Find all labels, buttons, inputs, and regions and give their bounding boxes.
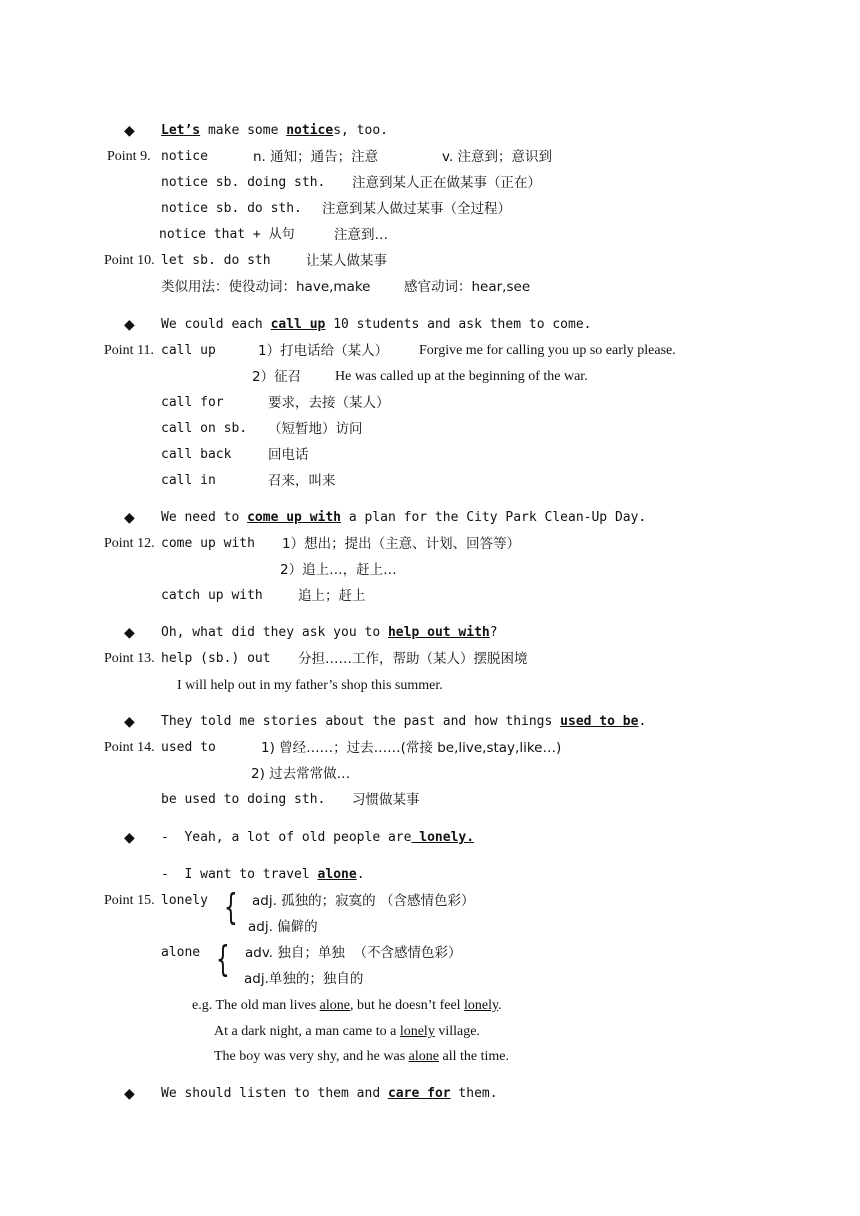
vocab-term: call for — [161, 395, 224, 410]
example-sentence: He was called up at the beginning of the war. — [335, 369, 588, 384]
example-sentence: At a dark night, a man came to a lonely village. — [214, 1024, 480, 1039]
definition: 追上；赶上 — [298, 588, 366, 604]
vocab-term: call back — [161, 447, 232, 462]
definition: 1）想出；提出（主意、计划、回答等） — [282, 536, 521, 552]
definition: 习惯做某事 — [352, 792, 420, 808]
example-sentence: e.g. The old man lives alone, but he doesn’t feel lonely. — [192, 998, 502, 1013]
definition: 注意到某人做过某事（全过程） — [322, 201, 511, 217]
vocab-term: used to — [161, 740, 216, 755]
definition: 1）打电话给（某人） — [258, 343, 389, 359]
vocab-term: notice sb. doing sth. — [161, 175, 326, 190]
sentence-1: Let’s make some notices, too. — [161, 123, 388, 138]
point-label: Point 14. — [104, 740, 155, 755]
point-label: Point 10. — [104, 253, 155, 268]
vocab-term: catch up with — [161, 588, 263, 603]
bullet-diamond: ◆ — [124, 714, 135, 730]
bullet-diamond: ◆ — [124, 123, 135, 139]
definition: adj. 偏僻的 — [248, 919, 318, 935]
vocab-term: help (sb.) out — [161, 651, 271, 666]
vocab-term: call in — [161, 473, 216, 488]
vocab-term: come up with — [161, 536, 255, 551]
vocab-term: notice sb. do sth. — [161, 201, 302, 216]
definition: 注意到… — [334, 227, 388, 243]
vocab-term: notice — [161, 149, 208, 164]
definition: 类似用法：使役动词：have,make — [161, 279, 371, 295]
sentence-7: We should listen to them and care for them. — [161, 1086, 498, 1101]
sentence-5: They told me stories about the past and how things used to be. — [161, 714, 647, 729]
vocab-term: notice that + 从句 — [159, 227, 295, 242]
definition: 2）征召 — [252, 369, 302, 385]
example-sentence: The boy was very shy, and he was alone all the time. — [214, 1049, 509, 1064]
vocab-term: call up — [161, 343, 216, 358]
example-sentence: Forgive me for calling you up so early please. — [419, 343, 676, 358]
definition: 分担……工作，帮助（某人）摆脱困境 — [298, 651, 528, 667]
definition: （短暂地）访问 — [268, 421, 363, 437]
definition: 注意到某人正在做某事（正在） — [352, 175, 541, 191]
definition: v. 注意到；意识到 — [442, 149, 553, 165]
sentence-4: Oh, what did they ask you to help out with? — [161, 625, 498, 640]
vocab-term: let sb. do sth — [161, 253, 271, 268]
definition: 回电话 — [268, 447, 309, 463]
point-label: Point 15. — [104, 893, 155, 908]
vocab-term: alone — [161, 945, 201, 960]
bullet-diamond: ◆ — [124, 625, 135, 641]
bullet-diamond: ◆ — [124, 317, 135, 333]
point-label: Point 13. — [104, 651, 155, 666]
definition: 召来，叫来 — [268, 473, 336, 489]
vocab-term: lonely — [161, 893, 208, 908]
definition: adj.单独的；独自的 — [244, 971, 364, 987]
example-sentence: I will help out in my father’s shop this summer. — [177, 678, 443, 693]
brace-symbol: { — [224, 887, 238, 928]
bullet-diamond: ◆ — [124, 830, 135, 846]
bullet-diamond: ◆ — [124, 510, 135, 526]
definition: 感官动词：hear,see — [404, 279, 531, 295]
vocab-term: call on sb. — [161, 421, 248, 436]
definition: n. 通知；通告；注意 — [253, 149, 379, 165]
sentence-6a: - Yeah, a lot of old people are lonely. — [161, 830, 475, 845]
point-label: Point 11. — [104, 343, 155, 358]
sentence-6b: - I want to travel alone. — [161, 867, 365, 882]
brace-symbol: { — [216, 939, 230, 980]
bullet-diamond: ◆ — [124, 1086, 135, 1102]
point-label: Point 9. — [107, 149, 151, 164]
definition: 要求，去接（某人） — [268, 395, 390, 411]
definition: 2) 过去常常做… — [251, 766, 351, 782]
definition: 2）追上…，赶上… — [280, 562, 397, 578]
definition: adj. 孤独的；寂寞的 （含感情色彩） — [252, 893, 475, 909]
point-label: Point 12. — [104, 536, 155, 551]
definition: 让某人做某事 — [306, 253, 387, 269]
sentence-2: We could each call up 10 students and ask them to come. — [161, 317, 592, 332]
definition: adv. 独自；单独 （不含感情色彩） — [245, 945, 462, 961]
definition: 1) 曾经……；过去……(常接 be,live,stay,like…) — [261, 740, 562, 756]
sentence-3: We need to come up with a plan for the City Park Clean-Up Day. — [161, 510, 647, 525]
vocab-term: be used to doing sth. — [161, 792, 326, 807]
